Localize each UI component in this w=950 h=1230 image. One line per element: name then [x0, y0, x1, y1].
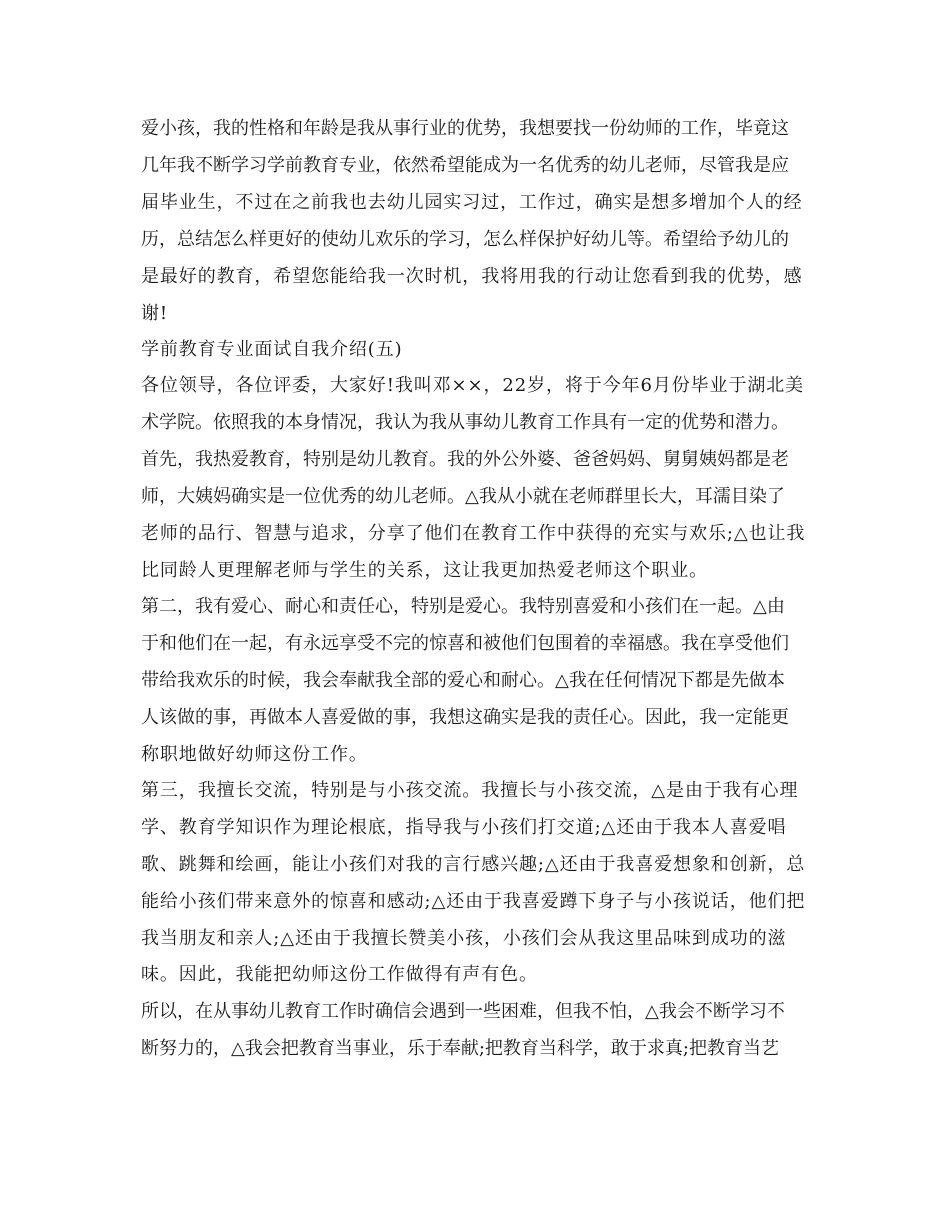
text-line: 是最好的教育，希望您能给我一次时机，我将用我的行动让您看到我的优势，感: [141, 266, 803, 287]
text-line: 几年我不断学习学前教育专业，依然希望能成为一名优秀的幼儿老师，尽管我是应: [141, 155, 789, 176]
text-line: 谢!: [141, 303, 169, 324]
section-heading: 学前教育专业面试自我介绍(五): [141, 339, 403, 360]
text-line: 我当朋友和亲人;△还由于我擅长赞美小孩，小孩们会从我这里品味到成功的滋: [141, 928, 787, 949]
text-line: 味。因此，我能把幼师这份工作做得有声有色。: [141, 964, 538, 985]
text-line: 老师的品行、智慧与追求，分享了他们在教育工作中获得的充实与欢乐;△也让我: [141, 523, 806, 544]
text-line: 术学院。依照我的本身情况，我认为我从事幼儿教育工作具有一定的优势和潜力。: [141, 412, 789, 433]
text-line: 称职地做好幼师这份工作。: [141, 744, 368, 765]
text-line: 歌、跳舞和绘画，能让小孩们对我的言行感兴趣;△还由于我喜爱想象和创新，总: [141, 854, 806, 875]
text-line: 各位领导，各位评委，大家好!我叫邓××，22岁，将于今年6月份毕业于湖北美: [141, 375, 805, 396]
text-line: 能给小孩们带来意外的惊喜和感动;△还由于我喜爱蹲下身子与小孩说话，他们把: [141, 891, 806, 912]
text-line: 第三，我擅长交流，特别是与小孩交流。我擅长与小孩交流，△是由于我有心理: [141, 780, 799, 801]
text-line: 爱小孩，我的性格和年龄是我从事行业的优势，我想要找一份幼师的工作，毕竟这: [141, 118, 789, 139]
text-line: 首先，我热爱教育，特别是幼儿教育。我的外公外婆、爸爸妈妈、舅舅姨妈都是老: [141, 449, 789, 470]
text-line: 师，大姨妈确实是一位优秀的幼儿老师。△我从小就在老师群里长大，耳濡目染了: [141, 486, 785, 507]
text-line: 带给我欢乐的时候，我会奉献我全部的爱心和耐心。△我在任何情况下都是先做本: [141, 670, 785, 691]
text-line: 学、教育学知识作为理论根底，指导我与小孩们打交道;△还由于我本人喜爱唱: [141, 817, 787, 838]
text-line: 人该做的事，再做本人喜爱做的事，我想这确实是我的责任心。因此，我一定能更: [141, 707, 789, 728]
text-line: 所以，在从事幼儿教育工作时确信会遇到一些困难，但我不怕，△我会不断学习不: [141, 1001, 785, 1022]
text-line: 于和他们在一起，有永远享受不完的惊喜和被他们包围着的幸福感。我在享受他们: [141, 633, 789, 654]
text-line: 断努力的，△我会把教育当事业，乐于奉献;把教育当科学，敢于求真;把教育当艺: [141, 1038, 779, 1059]
text-line: 比同龄人更理解老师与学生的关系，这让我更加热爱老师这个职业。: [141, 560, 708, 581]
text-line: 历，总结怎么样更好的使幼儿欢乐的学习，怎么样保护好幼儿等。希望给予幼儿的: [141, 229, 789, 250]
text-line: 届毕业生，不过在之前我也去幼儿园实习过，工作过，确实是想多增加个人的经: [141, 192, 803, 213]
text-line: 第二，我有爱心、耐心和责任心，特别是爱心。我特别喜爱和小孩们在一起。△由: [141, 596, 785, 617]
